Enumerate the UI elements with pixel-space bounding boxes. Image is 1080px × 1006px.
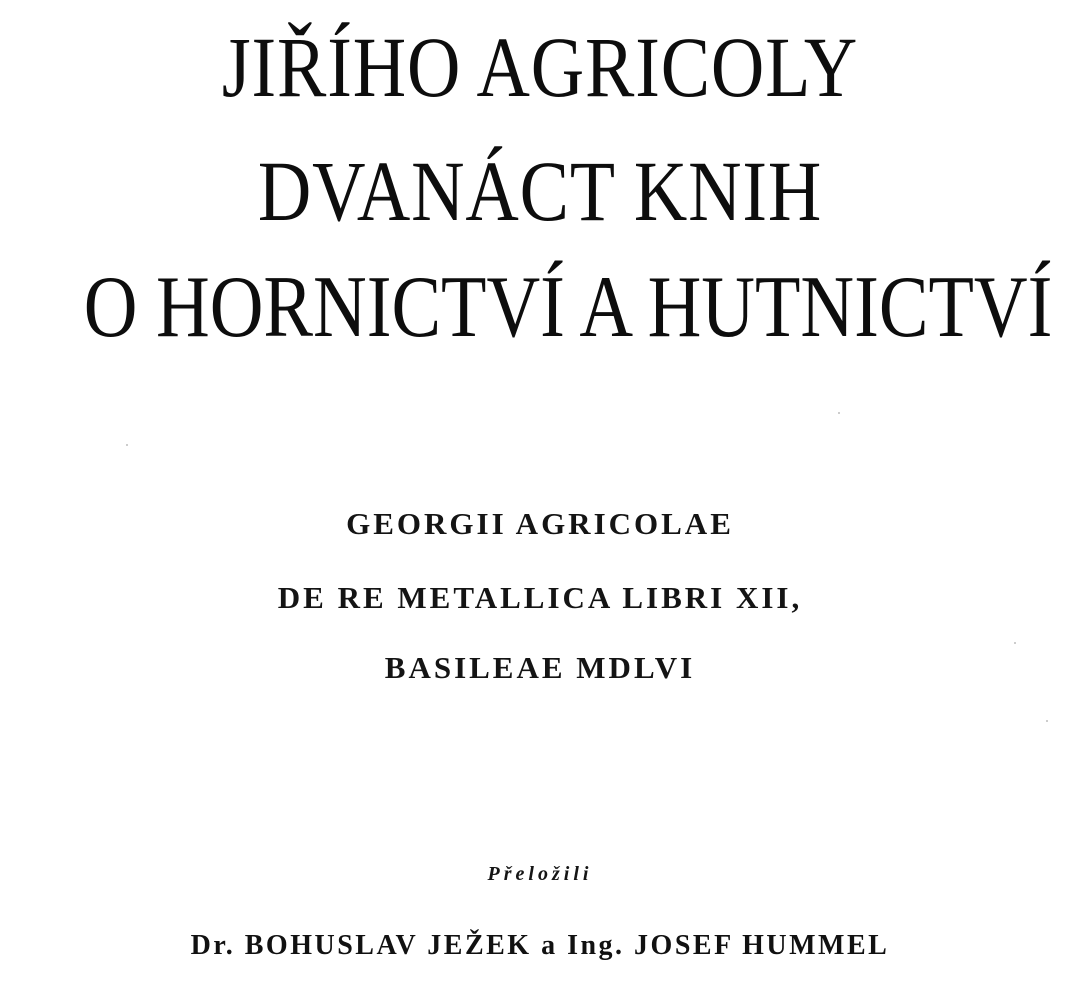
- scan-speck: [838, 412, 840, 414]
- translators-label: Přeložili: [487, 863, 593, 885]
- scan-speck: [1046, 720, 1048, 722]
- scan-speck: [1014, 642, 1016, 644]
- main-title-line-3: O HORNICTVÍ A HUTNICTVÍ: [83, 259, 1053, 356]
- main-title-line-2: DVANÁCT KNIH: [257, 143, 823, 239]
- latin-title-line-1: GEORGII AGRICOLAE: [346, 506, 734, 541]
- translators-names: Dr. BOHUSLAV JEŽEK a Ing. JOSEF HUMMEL: [190, 930, 890, 961]
- main-title-line-1: JIŘÍHO AGRICOLY: [221, 19, 859, 115]
- latin-title-line-3: BASILEAE MDLVI: [384, 650, 696, 685]
- latin-title-line-2: DE RE METALLICA LIBRI XII,: [277, 580, 803, 615]
- scan-speck: [126, 444, 128, 446]
